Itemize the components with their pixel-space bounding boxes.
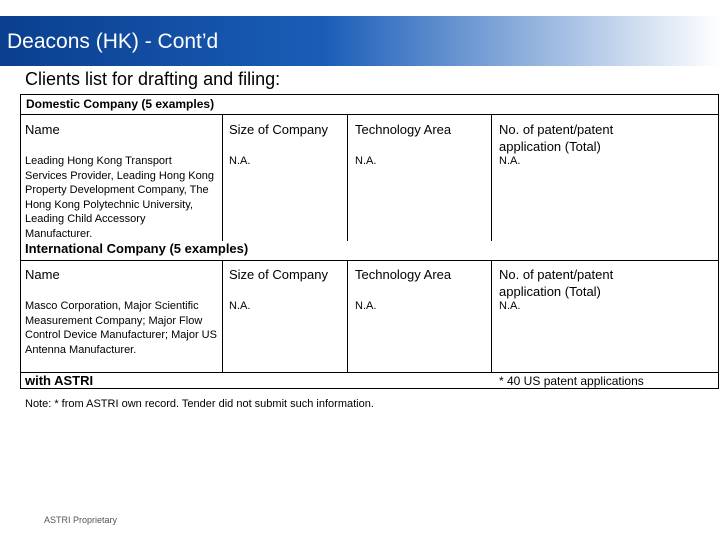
astri-row-patents: * 40 US patent applications	[499, 374, 644, 388]
col-divider	[347, 115, 348, 241]
international-name-cell: Masco Corporation, Major Scientific Measurement Company; Major Flow Control Device Manufacturer; Major US Antenna Manufacturer.	[25, 300, 217, 356]
col-header-technology: Technology Area	[355, 267, 452, 282]
col-header-patents: No. of patent/patent application (Total)	[499, 267, 614, 299]
domestic-technology-cell: N.A.	[355, 155, 377, 167]
astri-row-label: with ASTRI	[25, 373, 94, 388]
col-header-name: Name	[25, 122, 60, 137]
note-text: Note: * from ASTRI own record. Tender did not submit such information.	[25, 398, 374, 410]
domestic-size-cell: N.A.	[229, 155, 251, 167]
col-divider	[491, 260, 492, 372]
international-technology-cell: N.A.	[355, 300, 377, 312]
col-divider	[222, 260, 223, 372]
col-divider	[347, 260, 348, 372]
domestic-patents-cell: N.A.	[499, 155, 521, 167]
international-patents-cell: N.A.	[499, 300, 521, 312]
international-size-cell: N.A.	[229, 300, 251, 312]
col-header-size: Size of Company	[229, 122, 328, 137]
domestic-name-cell: Leading Hong Kong Transport Services Provider, Leading Hong Kong Property Development Company, The Hong Kong Polytechnic University, Leading Child Accessory Manufacturer.	[25, 155, 214, 240]
col-header-patents: No. of patent/patent application (Total)	[499, 122, 614, 154]
page-title: Deacons (HK) - Cont’d	[7, 30, 219, 53]
footer-proprietary: ASTRI Proprietary	[44, 515, 118, 525]
row-divider	[20, 372, 719, 373]
international-heading: International Company (5 examples)	[25, 241, 249, 256]
col-divider	[222, 115, 223, 241]
row-divider	[20, 260, 719, 261]
col-divider	[491, 115, 492, 241]
col-header-name: Name	[25, 267, 60, 282]
subtitle: Clients list for drafting and filing:	[25, 69, 281, 89]
title-bar	[0, 16, 720, 66]
col-header-size: Size of Company	[229, 267, 328, 282]
domestic-heading: Domestic Company (5 examples)	[20, 94, 719, 115]
col-header-technology: Technology Area	[355, 122, 452, 137]
